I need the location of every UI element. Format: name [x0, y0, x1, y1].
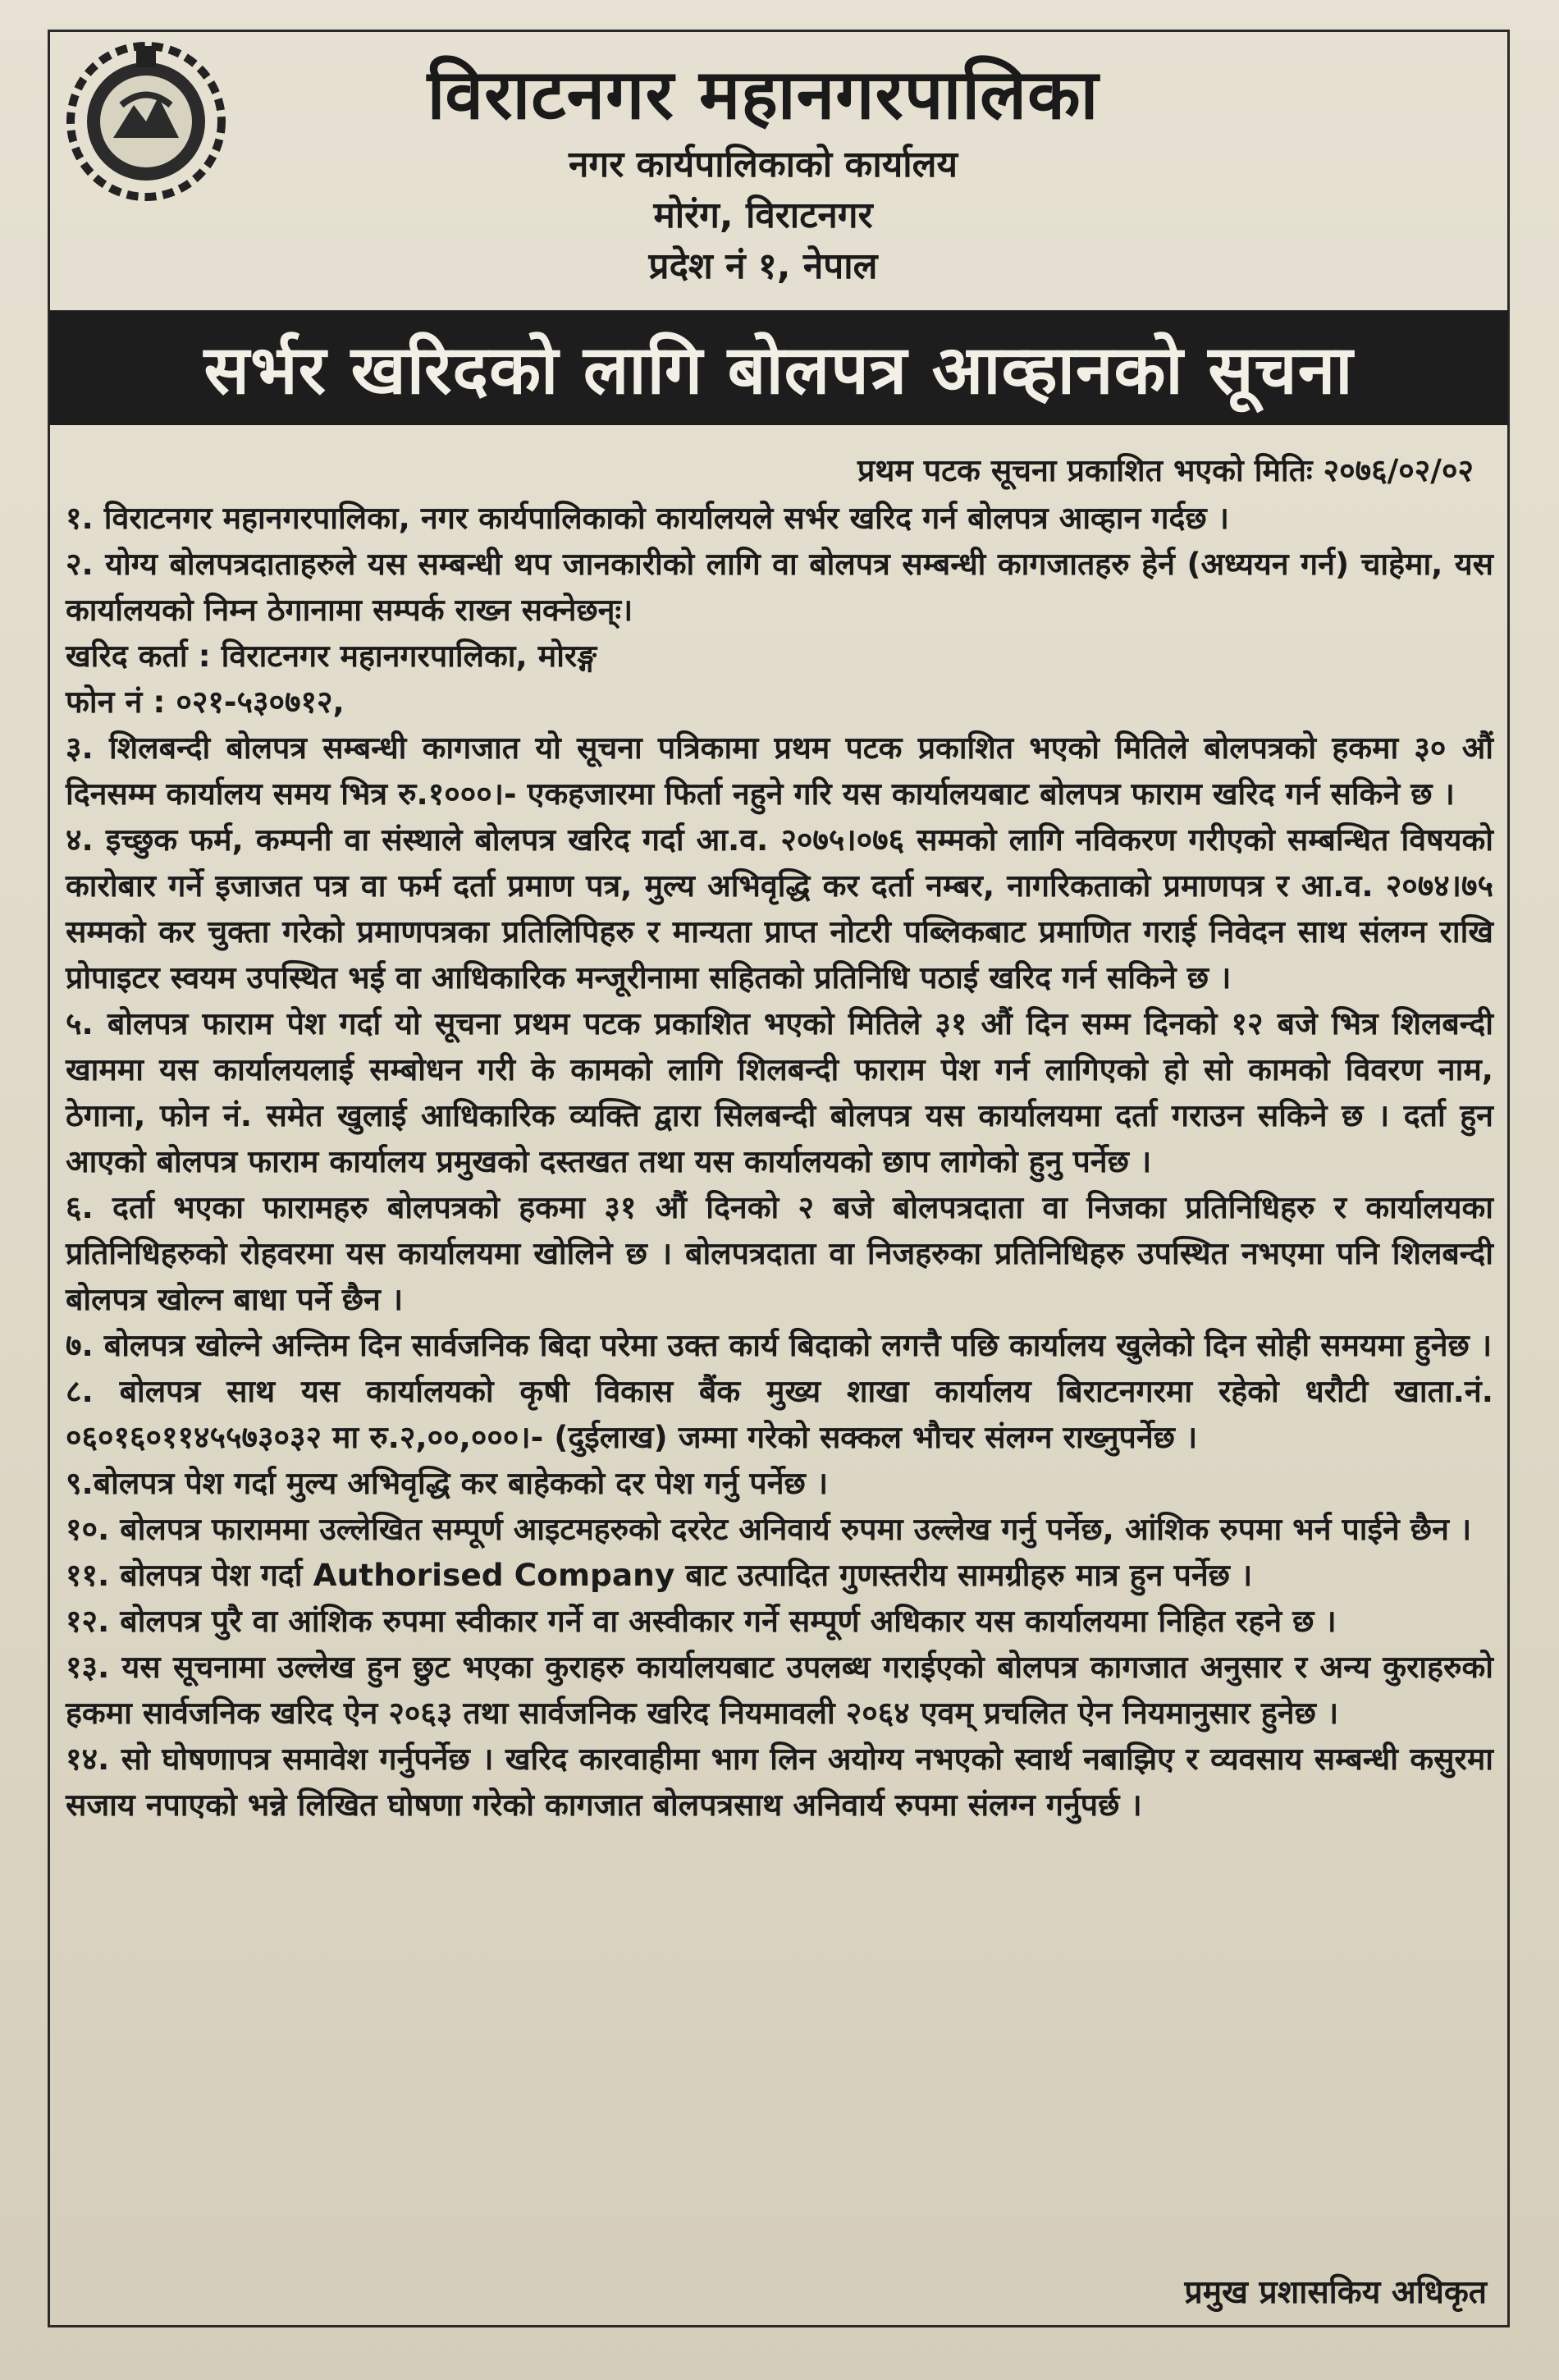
paragraph: ७. बोलपत्र खोल्ने अन्तिम दिन सार्वजनिक बिदा परेमा उक्त कार्य बिदाको लगत्तै पछि कार्यालय खुलेको दिन सोही समयमा हुनेछ ।: [66, 1327, 1493, 1363]
notice-body: [66, 447, 1493, 1828]
paragraph: ५. बोलपत्र फाराम पेश गर्दा यो सूचना प्रथम पटक प्रकाशित भएको मितिले ३१ औं दिन सम्म दिनको १२ बजे भित्र शिलबन्दी खाममा यस कार्यालयलाई सम्बोधन गरी के कामको लागि शिलबन्दी फाराम पेश गर्न लागिएको हो सो कामको विवरण नाम, ठेगाना, फोन नं. समेत खुलाई आधिकारिक व्यक्ति द्वारा सिलबन्दी बोलपत्र यस कार्यालयमा दर्ता गराउन सकिने छ । दर्ता हुन आएको बोलपत्र फाराम कार्यालय प्रमुखको दस्तखत तथा यस कार्यालयको छाप लागेको हुनु पर्नेछ ।: [66, 1005, 1493, 1179]
office-province: प्रदेश नं १, नेपाल: [648, 245, 878, 287]
government-emblem-icon: [64, 39, 228, 204]
paragraph: ३. शिलबन्दी बोलपत्र सम्बन्धी कागजात यो सूचना पत्रिकामा प्रथम पटक प्रकाशित भएको मितिले बोलपत्रको हकमा ३० औं दिनसम्म कार्यालय समय भित्र रु.१०००।- एकहजारमा फिर्ता नहुने गरि यस कार्यालयबाट बोलपत्र फाराम खरिद गर्न सकिने छ ।: [66, 730, 1493, 812]
notice-banner: सर्भर खरिदको लागि बोलपत्र आव्हानको सूचना: [49, 310, 1508, 425]
paragraph: १०. बोलपत्र फाराममा उल्लेखित सम्पूर्ण आइटमहरुको दररेट अनिवार्य रुपमा उल्लेख गर्नु पर्नेछ, आंशिक रुपमा भर्न पाईने छैन ।: [66, 1511, 1472, 1547]
office-title: विराटनगर महानगरपालिका: [427, 54, 1100, 135]
paragraph: ११. बोलपत्र पेश गर्दा Authorised Company बाट उत्पादित गुणस्तरीय सामग्रीहरु मात्र हुन पर्नेछ ।: [66, 1557, 1253, 1593]
paragraph: १. विराटनगर महानगरपालिका, नगर कार्यपालिकाको कार्यालयले सर्भर खरिद गर्न बोलपत्र आव्हान गर्दछ ।: [66, 500, 1229, 536]
phone-line: फोन नं : ०२१-५३०७१२,: [66, 684, 345, 720]
signature-title: प्रमुख प्रशासकिय अधिकृत: [1184, 2274, 1487, 2311]
paragraph: १२. बोलपत्र पुरै वा आंशिक रुपमा स्वीकार गर्ने वा अस्वीकार गर्ने सम्पूर्ण अधिकार यस कार्यालयमा निहित रहने छ ।: [66, 1603, 1337, 1639]
paragraph: १३. यस सूचनामा उल्लेख हुन छुट भएका कुराहरु कार्यालयबाट उपलब्ध गराईएको बोलपत्र कागजात अनुसार र अन्य कुराहरुको हकमा सार्वजनिक खरिद ऐन २०६३ तथा सार्वजनिक खरिद नियमावली २०६४ एवम् प्रचलित ऐन नियमानुसार हुनेछ ।: [66, 1649, 1493, 1731]
paragraph: ९.बोलपत्र पेश गर्दा मुल्य अभिवृद्धि कर बाहेकको दर पेश गर्नु पर्नेछ ।: [66, 1465, 829, 1501]
office-subtitle: नगर कार्यपालिकाको कार्यालय: [569, 144, 958, 185]
paragraph: ८. बोलपत्र साथ यस कार्यालयको कृषी विकास बैंक मुख्य शाखा कार्यालय बिराटनगरमा रहेको धरौटी खाता.नं. ०६०१६०११४५५७३०३२ मा रु.२,००,०००।- (दुईलाख) जम्मा गरेको सक्कल भौचर संलग्न राख्नुपर्नेछ ।: [66, 1373, 1493, 1455]
paragraph: ४. इच्छुक फर्म, कम्पनी वा संस्थाले बोलपत्र खरिद गर्दा आ.व. २०७५।०७६ सम्मको लागि नविकरण गरीएको सम्बन्धित विषयको कारोबार गर्ने इजाजत पत्र वा फर्म दर्ता प्रमाण पत्र, मुल्य अभिवृद्धि कर दर्ता नम्बर, नागरिकताको प्रमाणपत्र र आ.व. २०७४।७५ सम्मको कर चुक्ता गरेको प्रमाणपत्रका प्रतिलिपिहरु र मान्यता प्राप्त नोटरी पब्लिकबाट प्रमाणित गराई निवेदन साथ संलग्न राखि प्रोपाइटर स्वयम उपस्थित भई वा आधिकारिक मन्जूरीनामा सहितको प्रतिनिधि पठाई खरिद गर्न सकिने छ ।: [66, 822, 1493, 995]
paragraph: २. योग्य बोलपत्रदाताहरुले यस सम्बन्धी थप जानकारीको लागि वा बोलपत्र सम्बन्धी कागजातहरु हेर्न (अध्ययन गर्न) चाहेमा, यस कार्यालयको निम्न ठेगानामा सम्पर्क राख्न सक्नेछन्ः।: [66, 546, 1493, 628]
paragraph: ६. दर्ता भएका फारामहरु बोलपत्रको हकमा ३१ औं दिनको २ बजे बोलपत्रदाता वा निजका प्रतिनिधिहरु र कार्यालयका प्रतिनिधिहरुको रोहवरमा यस कार्यालयमा खोलिने छ । बोलपत्रदाता वा निजहरुका प्रतिनिधिहरु उपस्थित नभएमा पनि शिलबन्दी बोलपत्र खोल्न बाधा पर्ने छैन ।: [66, 1189, 1493, 1317]
publish-date: प्रथम पटक सूचना प्रकाशित भएको मितिः २०७६/०२/०२: [857, 452, 1474, 488]
header: [230, 49, 1296, 292]
office-location: मोरंग, विराटनगर: [653, 195, 873, 236]
purchaser-line: खरिद कर्ता : विराटनगर महानगरपालिका, मोरङ्ग: [66, 638, 597, 674]
paragraph: १४. सो घोषणापत्र समावेश गर्नुपर्नेछ । खरिद कारवाहीमा भाग लिन अयोग्य नभएको स्वार्थ नबाझिए र व्यवसाय सम्बन्धी कसुरमा सजाय नपाएको भन्ने लिखित घोषणा गरेको कागजात बोलपत्रसाथ अनिवार्य रुपमा संलग्न गर्नुपर्छ ।: [66, 1741, 1493, 1823]
